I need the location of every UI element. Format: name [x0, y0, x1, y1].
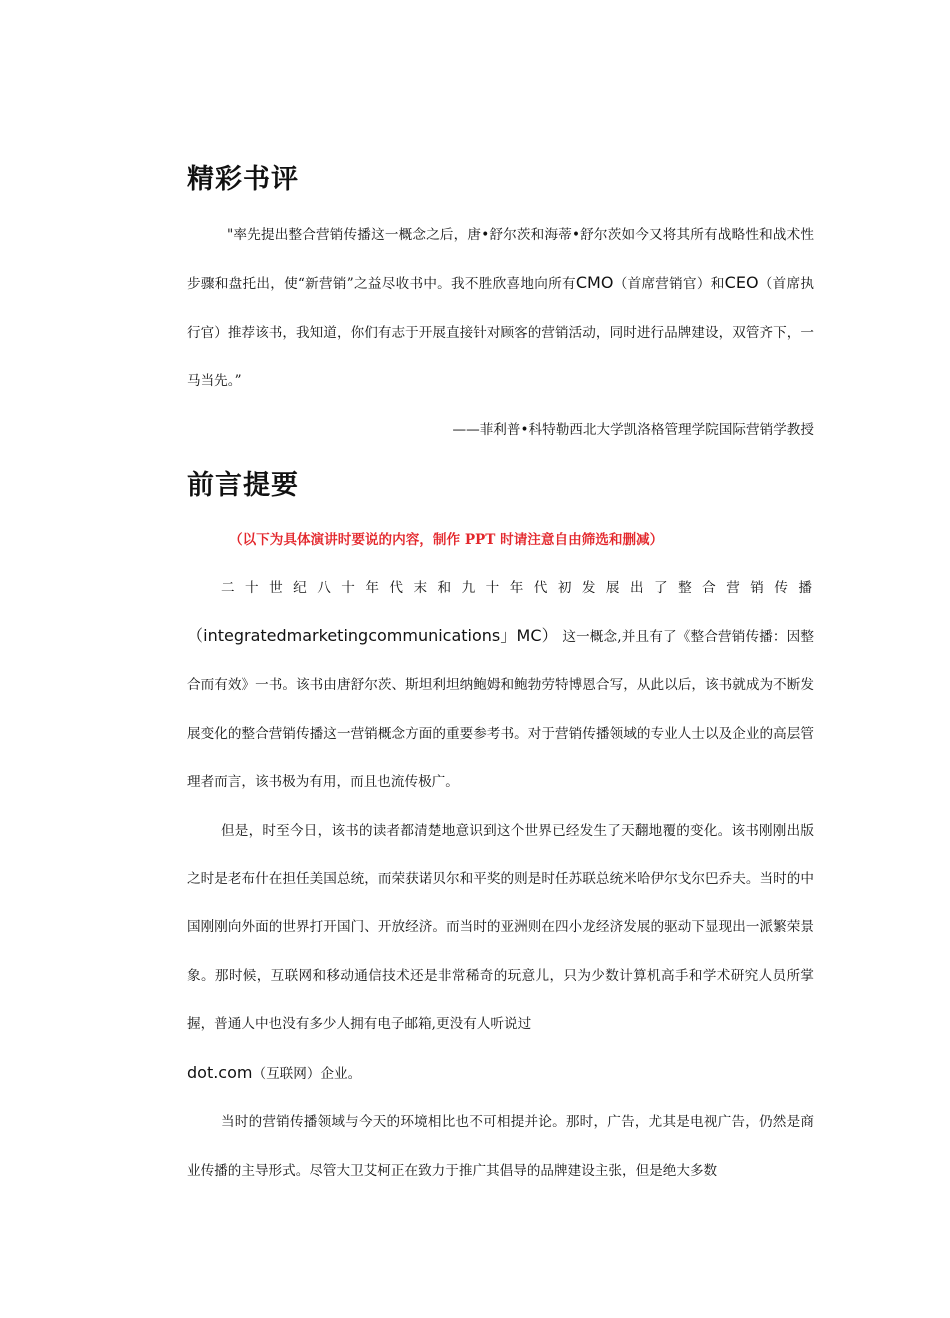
preface-note: （以下为具体演讲时要说的内容，制作 PPT 时请注意自由筛选和删减） [229, 531, 664, 548]
preface-paragraph-1 [187, 612, 814, 807]
ceo-term: CEO [724, 273, 759, 293]
dotcom-term: dot.com [187, 1062, 253, 1082]
paragraph-2-text: 但是，时至今日，该书的读者都清楚地意识到这个世界已经发生了天翻地覆的变化。该书刚刚出版之时是老布什在担任美国总统，而荣获诺贝尔和平奖的则是时任苏联总统米哈伊尔戈尔巴乔夫。当时的中国刚刚向外面的世界打开国门、开放经济。而当时的亚洲则在四小龙经济发展的驱动下显现出一派繁荣景象。那时候，互联网和移动通信技术还是非常稀奇的玩意儿，只为少数计算机高手和学术研究人员所掌握，普通人中也没有多少人拥有电子邮箱,更没有人听说过 [187, 822, 814, 1033]
review-quote [187, 211, 814, 406]
paragraph-2-text-end: （互联网）企业。 [252, 1065, 362, 1082]
quote-text-1: "率先提出整合营销传播这一概念之后，唐•舒尔茨和海蒂•舒尔茨如今又将其所有战略性和战术性步骤和盘托出，使“新营销”之益尽收书中。我不胜欣喜地向所有 [187, 227, 814, 293]
quote-text-3: （首席执行官）推荐该书，我知道，你们有志于开展直接针对顾客的营销活动，同时进行品牌建设，双管齐下，一马当先。” [187, 276, 814, 390]
review-attribution: ——菲利普•科特勒西北大学凯洛格管理学院国际营销学教授 [452, 421, 814, 438]
review-heading: 精彩书评 [187, 164, 299, 195]
preface-paragraph-2 [187, 807, 814, 1098]
preface-paragraph-1-first-line: 二十世纪八十年代末和九十年代初发展出了整合营销传播 [221, 579, 814, 596]
imc-term: （integratedmarketingcommunications」MC） [187, 626, 558, 646]
preface-heading: 前言提要 [187, 469, 299, 501]
cmo-term: CMO [575, 273, 614, 293]
paragraph-1-text: 这一概念,并且有了《整合营销传播：因整合而有效》一书。该书由唐舒尔茨、斯坦利坦纳鲍姆和鲍勃劳特博恩合写，从此以后，该书就成为不断发展变化的整合营销传播这一营销概念方面的重要参考书。对于营销传播领域的专业人士以及企业的高层管理者而言，该书极为有用，而且也流传极广。 [187, 629, 815, 791]
document-page [187, 150, 814, 1195]
preface-paragraph-3: 当时的营销传播领域与今天的环境相比也不可相提并论。那时，广告，尤其是电视广告，仍然是商业传播的主导形式。尽管大卫艾柯正在致力于推广其倡导的品牌建设主张，但是绝大多数 [187, 1114, 814, 1179]
quote-text-2: （首席营销官）和 [613, 276, 725, 293]
